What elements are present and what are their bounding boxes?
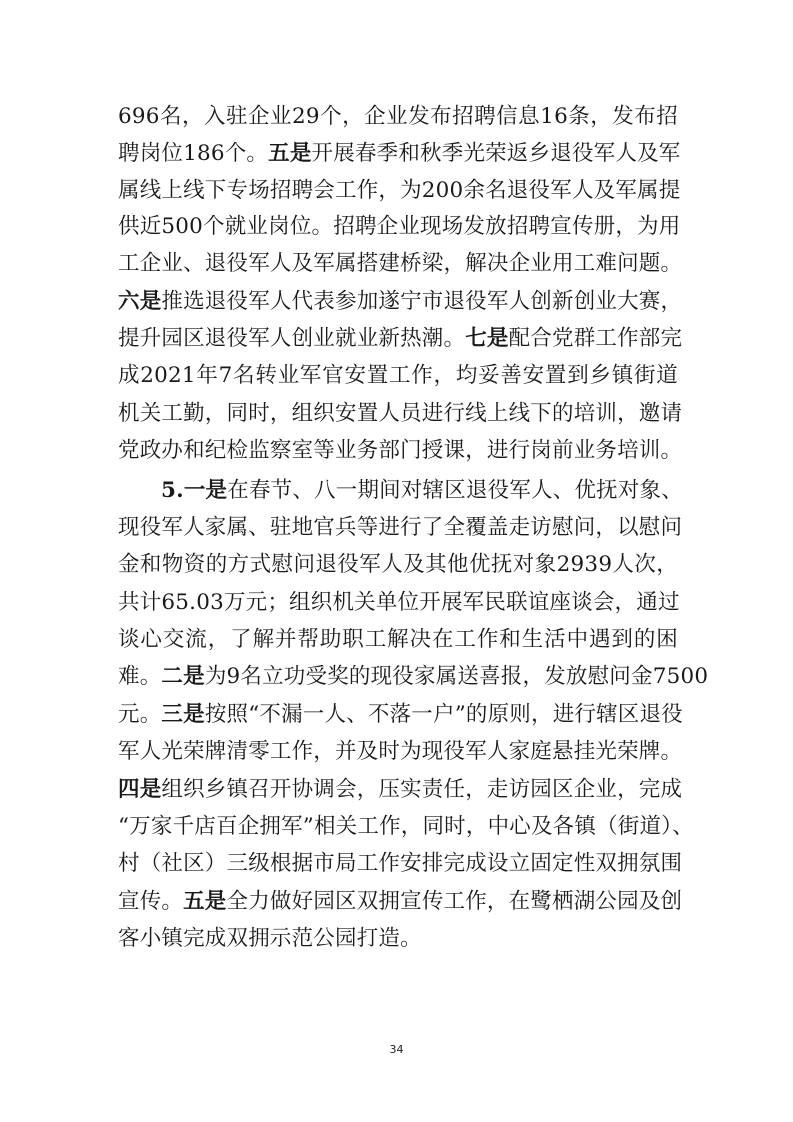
text-segment: 配合党群工作部完 bbox=[508, 326, 683, 351]
text-line bbox=[118, 588, 678, 618]
text-segment: 为9名立功受奖的现役家属送喜报，发放慰问金7500 bbox=[204, 664, 709, 689]
bold-lead-phrase: 二是 bbox=[161, 664, 205, 689]
text-line bbox=[118, 399, 683, 429]
text-segment: 谈心交流，了解并帮助职工解决在工作和生活中遇到的困 bbox=[118, 627, 678, 652]
text-segment: 金和物资的方式慰问退役军人及其他优抚对象2939人次， bbox=[118, 552, 678, 577]
text-line bbox=[118, 700, 683, 730]
bold-lead-phrase: 六是 bbox=[118, 289, 162, 314]
bold-lead-phrase: 七是 bbox=[465, 326, 509, 351]
text-line bbox=[118, 737, 683, 767]
text-line bbox=[118, 924, 678, 954]
text-segment: 提升园区退役军人创业就业新热潮。 bbox=[118, 326, 466, 351]
text-line bbox=[118, 139, 681, 169]
text-segment: 在春节、八一期间对辖区退役军人、优抚对象、 bbox=[227, 478, 683, 503]
bold-lead-phrase: 四是 bbox=[118, 777, 162, 802]
text-line bbox=[118, 849, 683, 879]
text-segment: 难。 bbox=[118, 664, 162, 689]
text-segment: 供近500个就业岗位。招聘企业现场发放招聘宣传册，为用 bbox=[118, 214, 681, 239]
text-segment: 聘岗位186个。 bbox=[118, 141, 269, 166]
text-line bbox=[118, 324, 683, 354]
text-line bbox=[118, 550, 678, 580]
text-segment: “万家千店百企拥军”相关工作，同时，中心及各镇（街道）、 bbox=[118, 814, 694, 839]
text-line bbox=[118, 212, 681, 242]
page-number: 34 bbox=[389, 1043, 404, 1056]
text-line bbox=[118, 812, 694, 842]
text-segment: 成2021年7名转业军官安置工作，均妥善安置到乡镇街道 bbox=[118, 363, 678, 388]
text-segment: 宣传。 bbox=[118, 889, 184, 914]
text-line bbox=[118, 513, 683, 543]
bold-lead-phrase: 五是 bbox=[183, 889, 227, 914]
text-segment: 客小镇完成双拥示范公园打造。 bbox=[118, 926, 422, 951]
text-segment: 机关工勤，同时，组织安置人员进行线上线下的培训，邀请 bbox=[118, 401, 683, 426]
text-segment: 开展春季和秋季光荣返乡退役军人及军 bbox=[311, 141, 681, 166]
text-line bbox=[118, 436, 683, 466]
bold-lead-phrase: 三是 bbox=[161, 702, 205, 727]
text-segment: 现役军人家属、驻地官兵等进行了全覆盖走访慰问，以慰问 bbox=[118, 515, 683, 540]
text-segment: 696名，入驻企业29个，企业发布招聘信息16条，发布招 bbox=[118, 104, 678, 129]
bold-lead-phrase: 五是 bbox=[268, 141, 312, 166]
text-line bbox=[118, 887, 683, 917]
text-segment: 推选退役军人代表参加遂宁市退役军人创新创业大赛， bbox=[161, 289, 683, 314]
text-segment: 全力做好园区双拥宣传工作，在鹭栖湖公园及创 bbox=[226, 889, 683, 914]
text-line bbox=[118, 176, 681, 206]
text-line bbox=[118, 249, 683, 279]
text-line bbox=[118, 102, 678, 132]
text-line bbox=[118, 662, 709, 692]
text-segment: 组织乡镇召开协调会，压实责任，走访园区企业，完成 bbox=[161, 777, 683, 802]
text-line bbox=[118, 287, 683, 317]
text-segment: 属线上线下专场招聘会工作，为200余名退役军人及军属提 bbox=[118, 178, 681, 203]
text-line bbox=[118, 625, 678, 655]
text-line bbox=[118, 361, 678, 391]
bold-lead-phrase: 5.一是 bbox=[161, 478, 228, 503]
text-segment: 党政办和纪检监察室等业务部门授课，进行岗前业务培训。 bbox=[118, 438, 683, 463]
text-segment: 按照“不漏一人、不落一户”的原则，进行辖区退役 bbox=[204, 702, 683, 727]
text-segment: 共计65.03万元；组织机关单位开展军民联谊座谈会，通过 bbox=[118, 590, 680, 615]
text-line bbox=[118, 775, 683, 805]
text-line bbox=[161, 476, 683, 506]
text-segment: 村（社区）三级根据市局工作安排完成设立固定性双拥氛围 bbox=[118, 851, 683, 876]
text-segment: 工企业、退役军人及军属搭建桥梁，解决企业用工难问题。 bbox=[118, 251, 683, 276]
text-segment: 元。 bbox=[118, 702, 162, 727]
text-segment: 军人光荣牌清零工作，并及时为现役军人家庭悬挂光荣牌。 bbox=[118, 739, 683, 764]
